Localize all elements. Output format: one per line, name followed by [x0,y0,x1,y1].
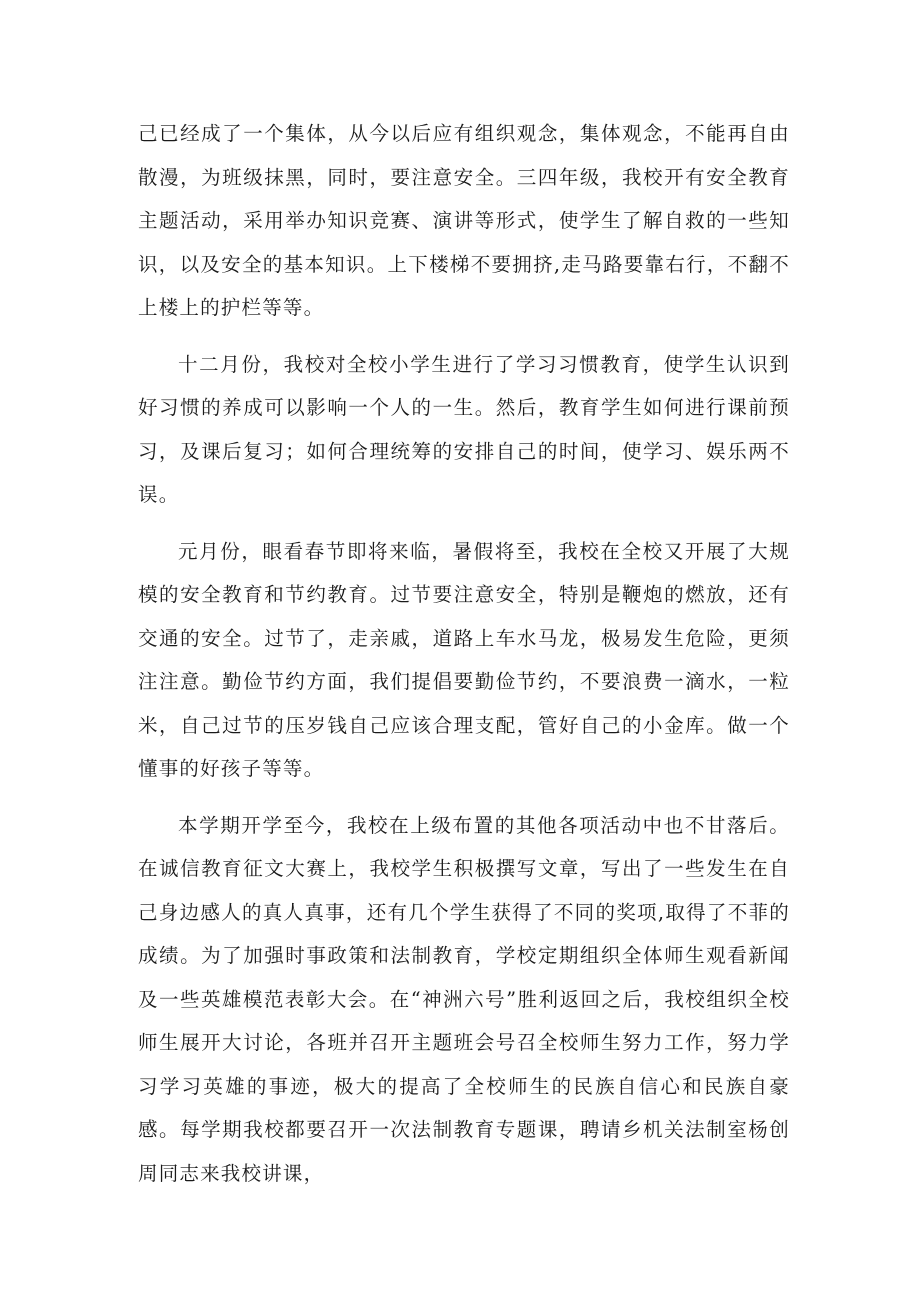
paragraph-1: 己已经成了一个集体，从今以后应有组织观念，集体观念，不能再自由散漫，为班级抹黑，同时，要注意安全。三四年级，我校开有安全教育主题活动，采用举办知识竞赛、演讲等形式，使学生了解自救的一些知识，以及安全的基本知识。上下楼梯不要拥挤,走马路要靠右行，不翻不上楼上的护栏等等。 [138,122,790,319]
paragraph-4: 本学期开学至今，我校在上级布置的其他各项活动中也不甘落后。在诚信教育征文大赛上，我校学生积极撰写文章，写出了一些发生在自己身边感人的真人真事，还有几个学生获得了不同的奖项,取得了不菲的成绩。为了加强时事政策和法制教育，学校定期组织全体师生观看新闻及一些英雄模范表彰大会。在“神洲六号”胜利返回之后，我校组织全校师生展开大讨论，各班并召开主题班会号召全校师生努力工作，努力学习学习英雄的事迹，极大的提高了全校师生的民族自信心和民族自豪感。每学期我校都要召开一次法制教育专题课，聘请乡机关法制室杨创周同志来我校讲课， [138,813,790,1185]
paragraph-3: 元月份，眼看春节即将来临，暑假将至，我校在全校又开展了大规模的安全教育和节约教育。过节要注意安全，特别是鞭炮的燃放，还有交通的安全。过节了，走亲戚，道路上车水马龙，极易发生危险，更须注注意。勤俭节约方面，我们提倡要勤俭节约，不要浪费一滴水，一粒米，自己过节的压岁钱自己应该合理支配，管好自己的小金库。做一个懂事的好孩子等等。 [138,539,790,780]
paragraph-2: 十二月份，我校对全校小学生进行了学习习惯教育，使学生认识到好习惯的养成可以影响一个人的一生。然后，教育学生如何进行课前预习，及课后复习；如何合理统筹的安排自己的时间，使学习、娱乐两不误。 [138,352,790,506]
document-body [138,112,790,1208]
